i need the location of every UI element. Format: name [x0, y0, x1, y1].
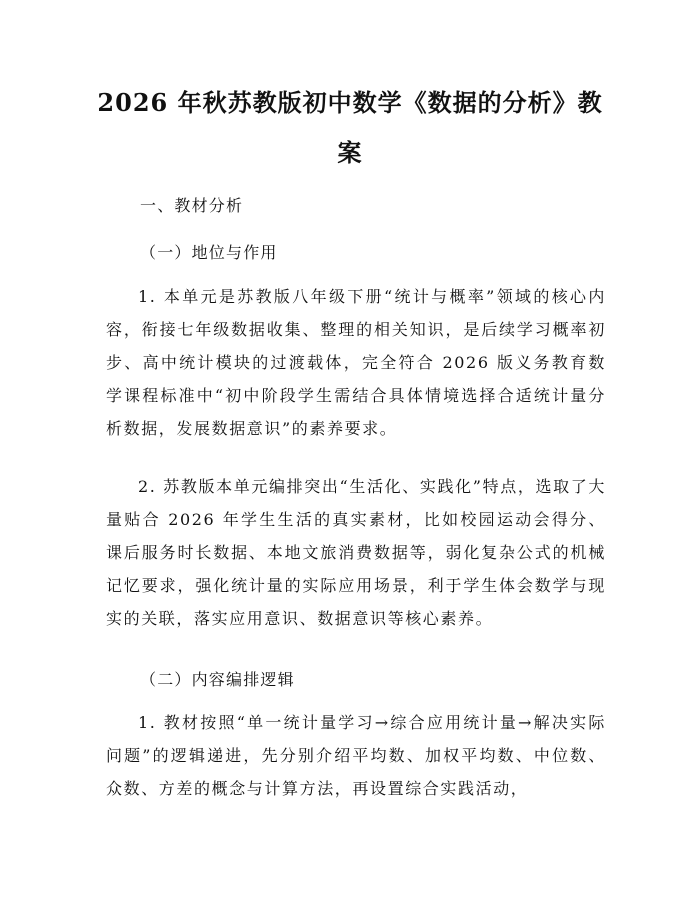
- paragraph-block: [106, 470, 606, 635]
- section-heading: 一、教材分析: [140, 196, 244, 215]
- paragraph: 2. 苏教版本单元编排突出“生活化、实践化”特点，选取了大量贴合 2026 年学生生活的真实素材，比如校园运动会得分、课后服务时长数据、本地文旅消费数据等，弱化复杂公式的机械记忆要求，强化统计量的实际应用场景，利于学生体会数学与现实的关联，落实应用意识、数据意识等核心素养。: [106, 477, 606, 628]
- paragraph: 1. 本单元是苏教版八年级下册“统计与概率”领域的核心内容，衔接七年级数据收集、整理的相关知识，是后续学习概率初步、高中统计模块的过渡载体，完全符合 2026 版义务教育数学课程标准中“初中阶段学生需结合具体情境选择合适统计量分析数据，发展数据意识”的素养要求。: [106, 287, 606, 438]
- paragraph-block: [106, 280, 606, 445]
- subsection-heading: （一）地位与作用: [140, 243, 278, 262]
- subsection-heading: （二）内容编排逻辑: [140, 670, 295, 689]
- paragraph-block: [106, 706, 606, 805]
- document-title: 2026 年秋苏教版初中数学《数据的分析》教案: [97, 88, 603, 167]
- paragraph: 1. 教材按照“单一统计量学习→综合应用统计量→解决实际问题”的逻辑递进，先分别介绍平均数、加权平均数、中位数、众数、方差的概念与计算方法，再设置综合实践活动，: [106, 713, 606, 798]
